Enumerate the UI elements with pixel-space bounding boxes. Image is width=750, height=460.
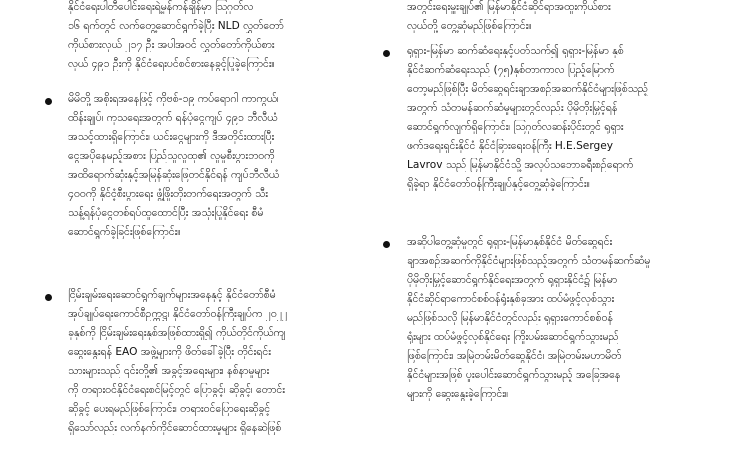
paragraph-line: သားများသည် ၎င်းတို့၏ အခွင့်အရေးများ၊ နစ်နာမှုများ bbox=[68, 365, 270, 377]
paragraph-line: တော့မည်ဖြစ်ပြီး မိတ်ဆွေရင်းချာအစဉ်အဆက်နိုင်ငံများဖြစ်သည့် bbox=[407, 83, 649, 95]
paragraph-line: ဆိုခွင့် ပေးရမည်ဖြစ်ကြောင်း၊ တရားဝင်ပြောရေးဆိုခွင့် bbox=[68, 403, 271, 415]
paragraph-line: ပိုမိုတိုးမြှင့်ဆောင်ရွက်နိုင်ရေးအတွက် ရုရှားနိုင်ငံ၌ မြန်မာ bbox=[407, 274, 618, 286]
paragraph-line: နိုင်ငံများအဖြစ် ပူးပေါင်းဆောင်ရွက်သွားမည့် အခြေအနေ bbox=[407, 369, 621, 381]
paragraph-line: ဆွေးနွေးရန် EAO အဖွဲ့များကို ဖိတ်ခေါ်ခဲ့ပြီး တိုင်းရင်း bbox=[68, 346, 271, 358]
paragraph-line: အထိရောက်ဆုံးနှင့်အမြန်ဆုံးဖြေတင်နိုင်ရန် ကျပ်ဘီလီယံ bbox=[68, 169, 280, 181]
paragraph-line: ရှိသော်လည်း လက်နက်ကိုင်ဆောင်ထားမှုများ ရှိနေဆဲဖြစ် bbox=[68, 422, 282, 434]
paragraph-line: မိမိတို့ အစိုးရအနေဖြင့် ကိုဗစ်-၁၉ ကပ်ရောဂါ ကာကွယ်၊ bbox=[68, 93, 279, 105]
bullet-dot bbox=[383, 50, 390, 57]
paragraph-line: လှယ်တို့ တွေ့ဆုံမည်ဖြစ်ကြောင်း။ bbox=[407, 20, 532, 32]
paragraph-line: ဖက်ဒရေးရှင်းနိုင်ငံ နိုင်ငံခြားရေးဝန်ကြီး H.E.Sergey bbox=[407, 140, 614, 152]
bullet-dot bbox=[383, 241, 390, 248]
paragraph-line: ငြိမ်းချမ်းရေးဆောင်ရွက်ချက်များအနေနှင့် နိုင်ငံတော်စီမံ bbox=[68, 289, 276, 301]
paragraph-line: သန့်ရန်ပုံငွေတစ်ရပ်ထူထောင်ပြီး အသုံးပြုနိုင်ရေး စီမံ bbox=[68, 207, 264, 219]
paragraph-line: ရုရှား-မြန်မာ ဆက်ဆံရေးနှင့်ပတ်သက်၍ ရုရှား-မြန်မာ နှစ် bbox=[407, 45, 624, 57]
paragraph-line: ၁၆ ရက်တွင် လက်တွေ့ဆောင်ရွက်ခဲ့ပြီး NLD လွှတ်တော် bbox=[68, 20, 284, 32]
bullet-dot bbox=[45, 98, 52, 105]
paragraph-line: ကိုယ်စားလှယ် ၂၁၇ ဦး အပါအဝင် လွှတ်တော်ကိုယ်စား bbox=[68, 39, 275, 51]
paragraph-line: ဖြစ်ကြောင်း၊ အမြဲတမ်းမိတ်ဆွေနိုင်ငံ၊ အမြဲတမ်းမဟာမိတ် bbox=[407, 350, 622, 362]
paragraph-line: အသင့်ထားရှိကြောင်း၊ ယင်းငွေများကို ဒီအတိုင်းထားပြီး bbox=[68, 131, 275, 143]
paragraph-line: မည်ဖြစ်သလို မြန်မာနိုင်ငံတွင်လည်း ရုရှားကောင်စစ်ဝန် bbox=[407, 312, 613, 324]
paragraph-line: Lavrov သည် မြန်မာနိုင်ငံသို့ အလုပ်သဘောခရီးစဉ်ရောက် bbox=[407, 159, 634, 171]
paragraph-line: ၄၀၀ကို နိုင်ငံ့စီးပွားရေး ဖွံ့ဖြိုးတိုးတက်ရေးအတွက် သီး bbox=[68, 188, 268, 200]
paragraph-line: ရုံးများ ထပ်မံဖွင့်လှစ်နိုင်ရေး ကြိုးပမ်းဆောင်ရွက်သွားမည် bbox=[407, 331, 619, 343]
paragraph-line: ဆောင်ရွက်ခဲ့ခြင်းဖြစ်ကြောင်း။ bbox=[68, 226, 181, 238]
paragraph-line: အဆိုပါတွေ့ဆုံမှုတွင် ရုရှား-မြန်မာနှစ်နိုင်ငံ မိတ်ဆွေရင်း bbox=[407, 236, 613, 248]
paragraph-line: နိုင်ငံရေးပါတီပေါင်းရေးရဲ့မှန်ကန်ချိန်မှာ သြဂုတ်လ bbox=[68, 1, 254, 13]
bullet-dot bbox=[45, 294, 52, 301]
paragraph-line: လှယ် ၄၉၁ ဦးကို နိုင်ငံရေးပင်စင်စားနေခွင့်ပြုခဲ့ကြောင်း။ bbox=[68, 58, 275, 70]
paragraph-line: နိုင်ငံဆက်ဆံရေးသည် (၇၅)နှစ်တာကာလ ပြည့်မြောက် bbox=[407, 64, 615, 76]
paragraph-line: ဆောင်ရွက်လျက်ရှိကြောင်း၊ ဩဂုတ်လဆန်းပိုင်းတွင် ရုရှား bbox=[407, 121, 624, 133]
paragraph-line: ချာအစဉ်အဆက်ကိုနိုင်ငံများဖြစ်သည့်အတွက် သံတမန်ဆက်ဆံမှု bbox=[407, 255, 651, 267]
paragraph-line: ထိန်းချုပ်၊ ကုသရေးအတွက် ရန်ပုံငွေကျပ် ၄၉၁ ဘီလီယံ bbox=[68, 112, 278, 124]
paragraph-line: နိုင်ငံဆိုင်ရာကောင်စစ်ဝန်ရုံးနှစ်ခုအား ထပ်မံဖွင့်လှစ်သွား bbox=[407, 293, 615, 305]
paragraph-line: ရှိခဲ့ရာ နိုင်ငံတော်ဝန်ကြီးချုပ်နှင့်တွေ့ဆုံခဲ့ကြောင်း။ bbox=[407, 178, 590, 190]
paragraph-line: အတွက် သံတမန်ဆက်ဆံမှုများတွင်လည်း ပိုမိုတိုးမြှင့်ရန် bbox=[407, 102, 618, 114]
paragraph-line: ငွေအပိုနေမည့်အစား ပြည်သူလူထု၏ လူမှုစီးပွားဘဝကို bbox=[68, 150, 275, 162]
paragraph-line: များကို ဆွေးနွေးခဲ့ကြောင်း။ bbox=[407, 388, 509, 400]
paragraph-line: အတွင်းရေးမှူးချုပ်၏ မြန်မာနိုင်ငံဆိုင်ရာအထူးကိုယ်စား bbox=[407, 1, 611, 13]
paragraph-line: ခုနှစ်ကို ငြိမ်းချမ်းရေးနှစ်အဖြစ်ထားရှိ၍ ကိုယ်တိုင်ကိုယ်ကျ bbox=[68, 327, 286, 339]
paragraph-line: အုပ်ချုပ်ရေးကောင်စီဥက္ကဋ္ဌ၊ နိုင်ငံတော်ဝန်ကြီးချုပ်က ၂၀၂၂ bbox=[68, 308, 288, 320]
paragraph-line: ကို တရားဝင်နိုင်ငံရေးစင်မြင့်တွင် ပြောခွင့်၊ ဆိုခွင့်၊ တောင်း bbox=[68, 384, 285, 396]
